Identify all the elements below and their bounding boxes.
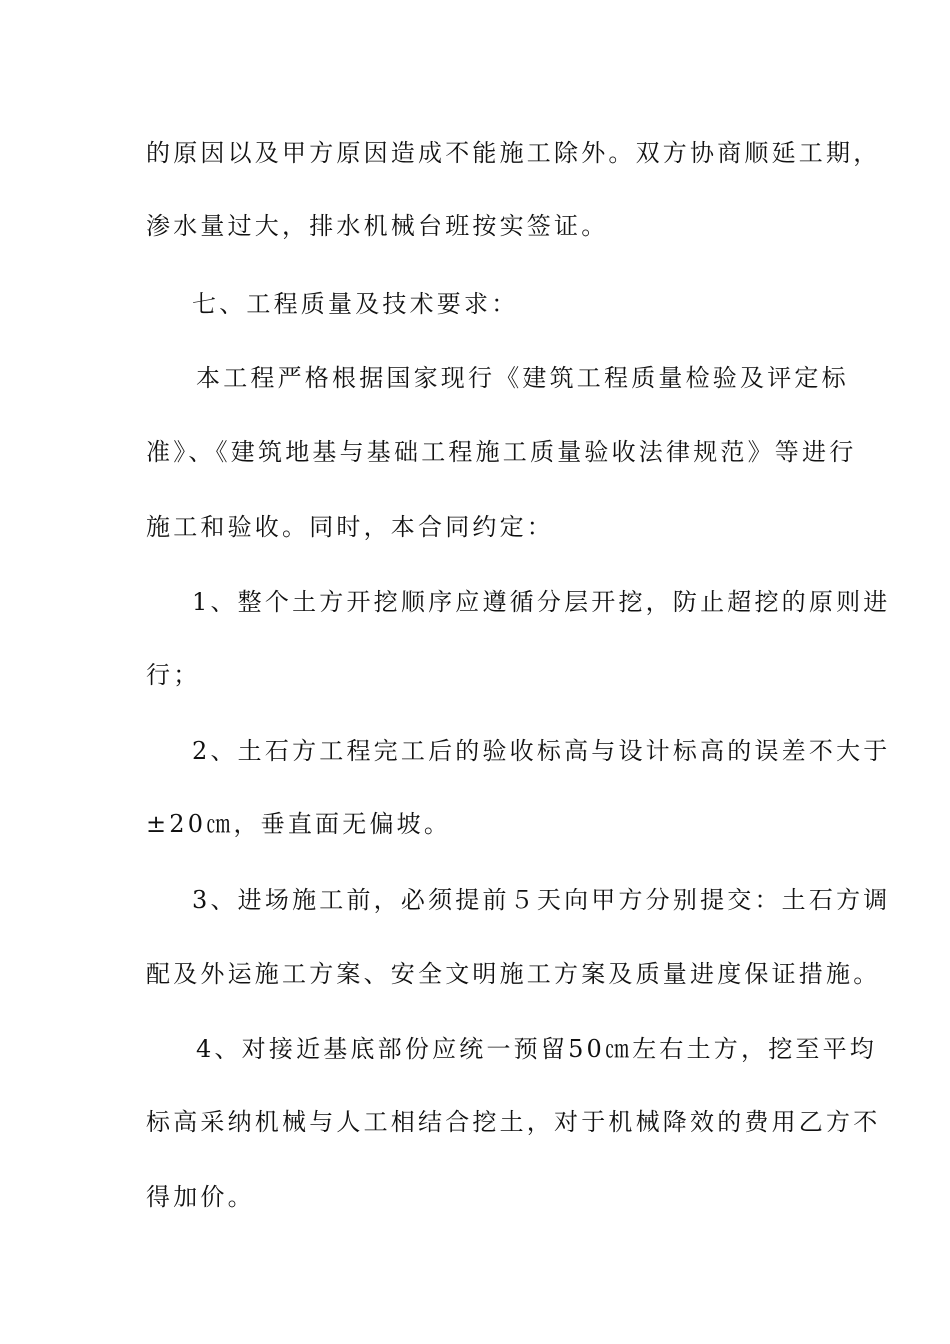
list-item-line: 3、进场施工前，必须提前５天向甲方分别提交：土石方调 (192, 886, 891, 914)
paragraph-line: 渗水量过大，排水机械台班按实签证。 (146, 212, 609, 240)
list-item-line: 4、对接近基底部份应统一预留50㎝左右土方，挖至平均 (196, 1035, 878, 1063)
list-item-line: ±20㎝，垂直面无偏坡。 (146, 810, 452, 838)
list-item-line: 行； (146, 661, 201, 689)
paragraph-line: 的原因以及甲方原因造成不能施工除外。双方协商顺延工期， (146, 139, 881, 167)
paragraph-line: 准》、《建筑地基与基础工程施工质量验收法律规范》等进行 (146, 438, 857, 466)
list-item-line: 2、土石方工程完工后的验收标高与设计标高的误差不大于 (192, 737, 891, 765)
list-item-line: 1、整个土方开挖顺序应遵循分层开挖，防止超挖的原则进 (192, 588, 891, 616)
paragraph-line: 本工程严格根据国家现行《建筑工程质量检验及评定标 (196, 364, 849, 392)
section-heading: 七、工程质量及技术要求： (192, 290, 519, 318)
paragraph-line: 施工和验收。同时，本合同约定： (146, 513, 554, 541)
list-item-line: 得加价。 (146, 1183, 255, 1211)
list-item-line: 标高采纳机械与人工相结合挖土，对于机械降效的费用乙方不 (146, 1108, 881, 1136)
list-item-line: 配及外运施工方案、安全文明施工方案及质量进度保证措施。 (146, 960, 881, 988)
